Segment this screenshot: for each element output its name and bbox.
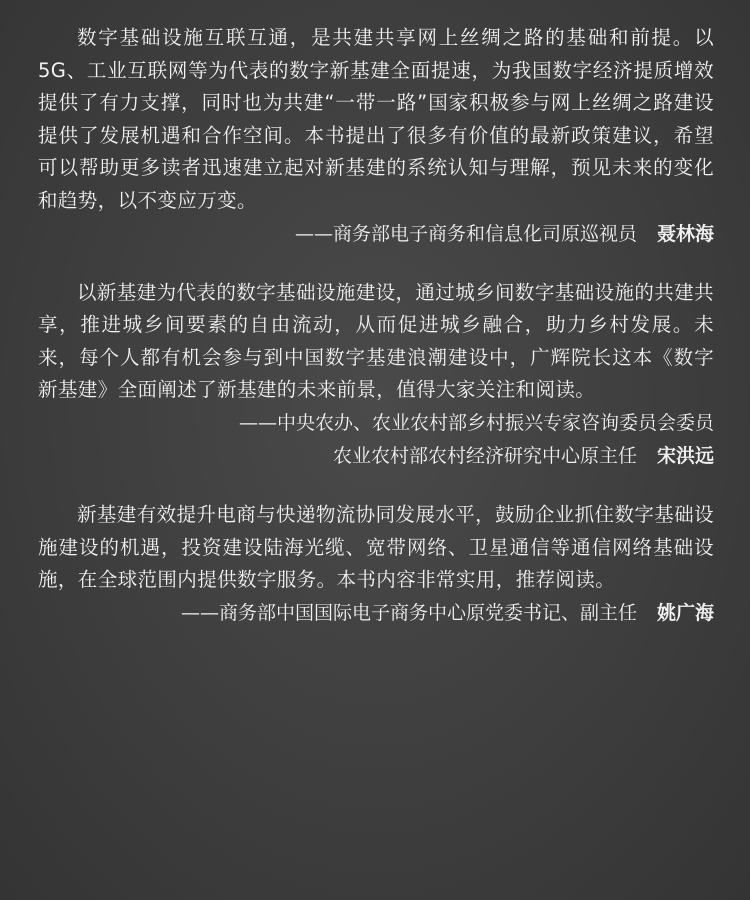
endorser-title: ——商务部中国国际电子商务中心原党委书记、副主任 — [180, 601, 637, 624]
endorser-name: 宋洪远 — [656, 444, 714, 467]
testimonial-text: 新基建有效提升电商与快递物流协同发展水平，鼓励企业抓住数字基础设施建设的机遇，投资建设陆海光缆、宽带网络、卫星通信等通信网络基础设施，在全球范围内提供数字服务。本书内容非常实用，推荐阅读。 — [38, 502, 714, 592]
endorser-title: ——商务部电子商务和信息化司原巡视员 — [294, 222, 637, 245]
spacer — [38, 251, 714, 277]
testimonial-text: 数字基础设施互联互通，是共建共享网上丝绸之路的基础和前提。以5G、工业互联网等为代表的数字新基建全面提速，为我国数字经济提质增效提供了有力支撑，同时也为共建“一带一路”国家积极参与网上丝绸之路建设提供了发展机遇和合作空间。本书提出了很多有价值的最新政策建议，希望可以帮助更多读者迅速建立起对新基建的系统认知与理解，预见未来的变化和趋势，以不变应万变。 — [38, 26, 714, 212]
spacer — [38, 473, 714, 499]
testimonial-attribution-line2 — [38, 440, 714, 473]
endorser-title: ——中央农办、农业农村部乡村振兴专家咨询委员会委员 — [238, 411, 714, 434]
testimonial-text: 以新基建为代表的数字基础设施建设，通过城乡间数字基础设施的共建共享，推进城乡间要素的自由流动，从而促进城乡融合，助力乡村发展。未来，每个人都有机会参与到中国数字基建浪潮建设中，广辉院长这本《数字新基建》全面阐述了新基建的未来前景，值得大家关注和阅读。 — [38, 280, 714, 402]
testimonial-attribution — [38, 597, 714, 630]
endorser-name: 聂林海 — [656, 222, 714, 245]
testimonial-1 — [38, 22, 714, 251]
endorser-name: 姚广海 — [656, 601, 714, 624]
testimonial-attribution — [38, 218, 714, 251]
endorser-title: 农业农村部农村经济研究中心原主任 — [332, 444, 637, 467]
testimonial-attribution — [38, 407, 714, 440]
testimonial-2 — [38, 277, 714, 473]
testimonials-section — [38, 22, 714, 630]
testimonial-3 — [38, 499, 714, 630]
